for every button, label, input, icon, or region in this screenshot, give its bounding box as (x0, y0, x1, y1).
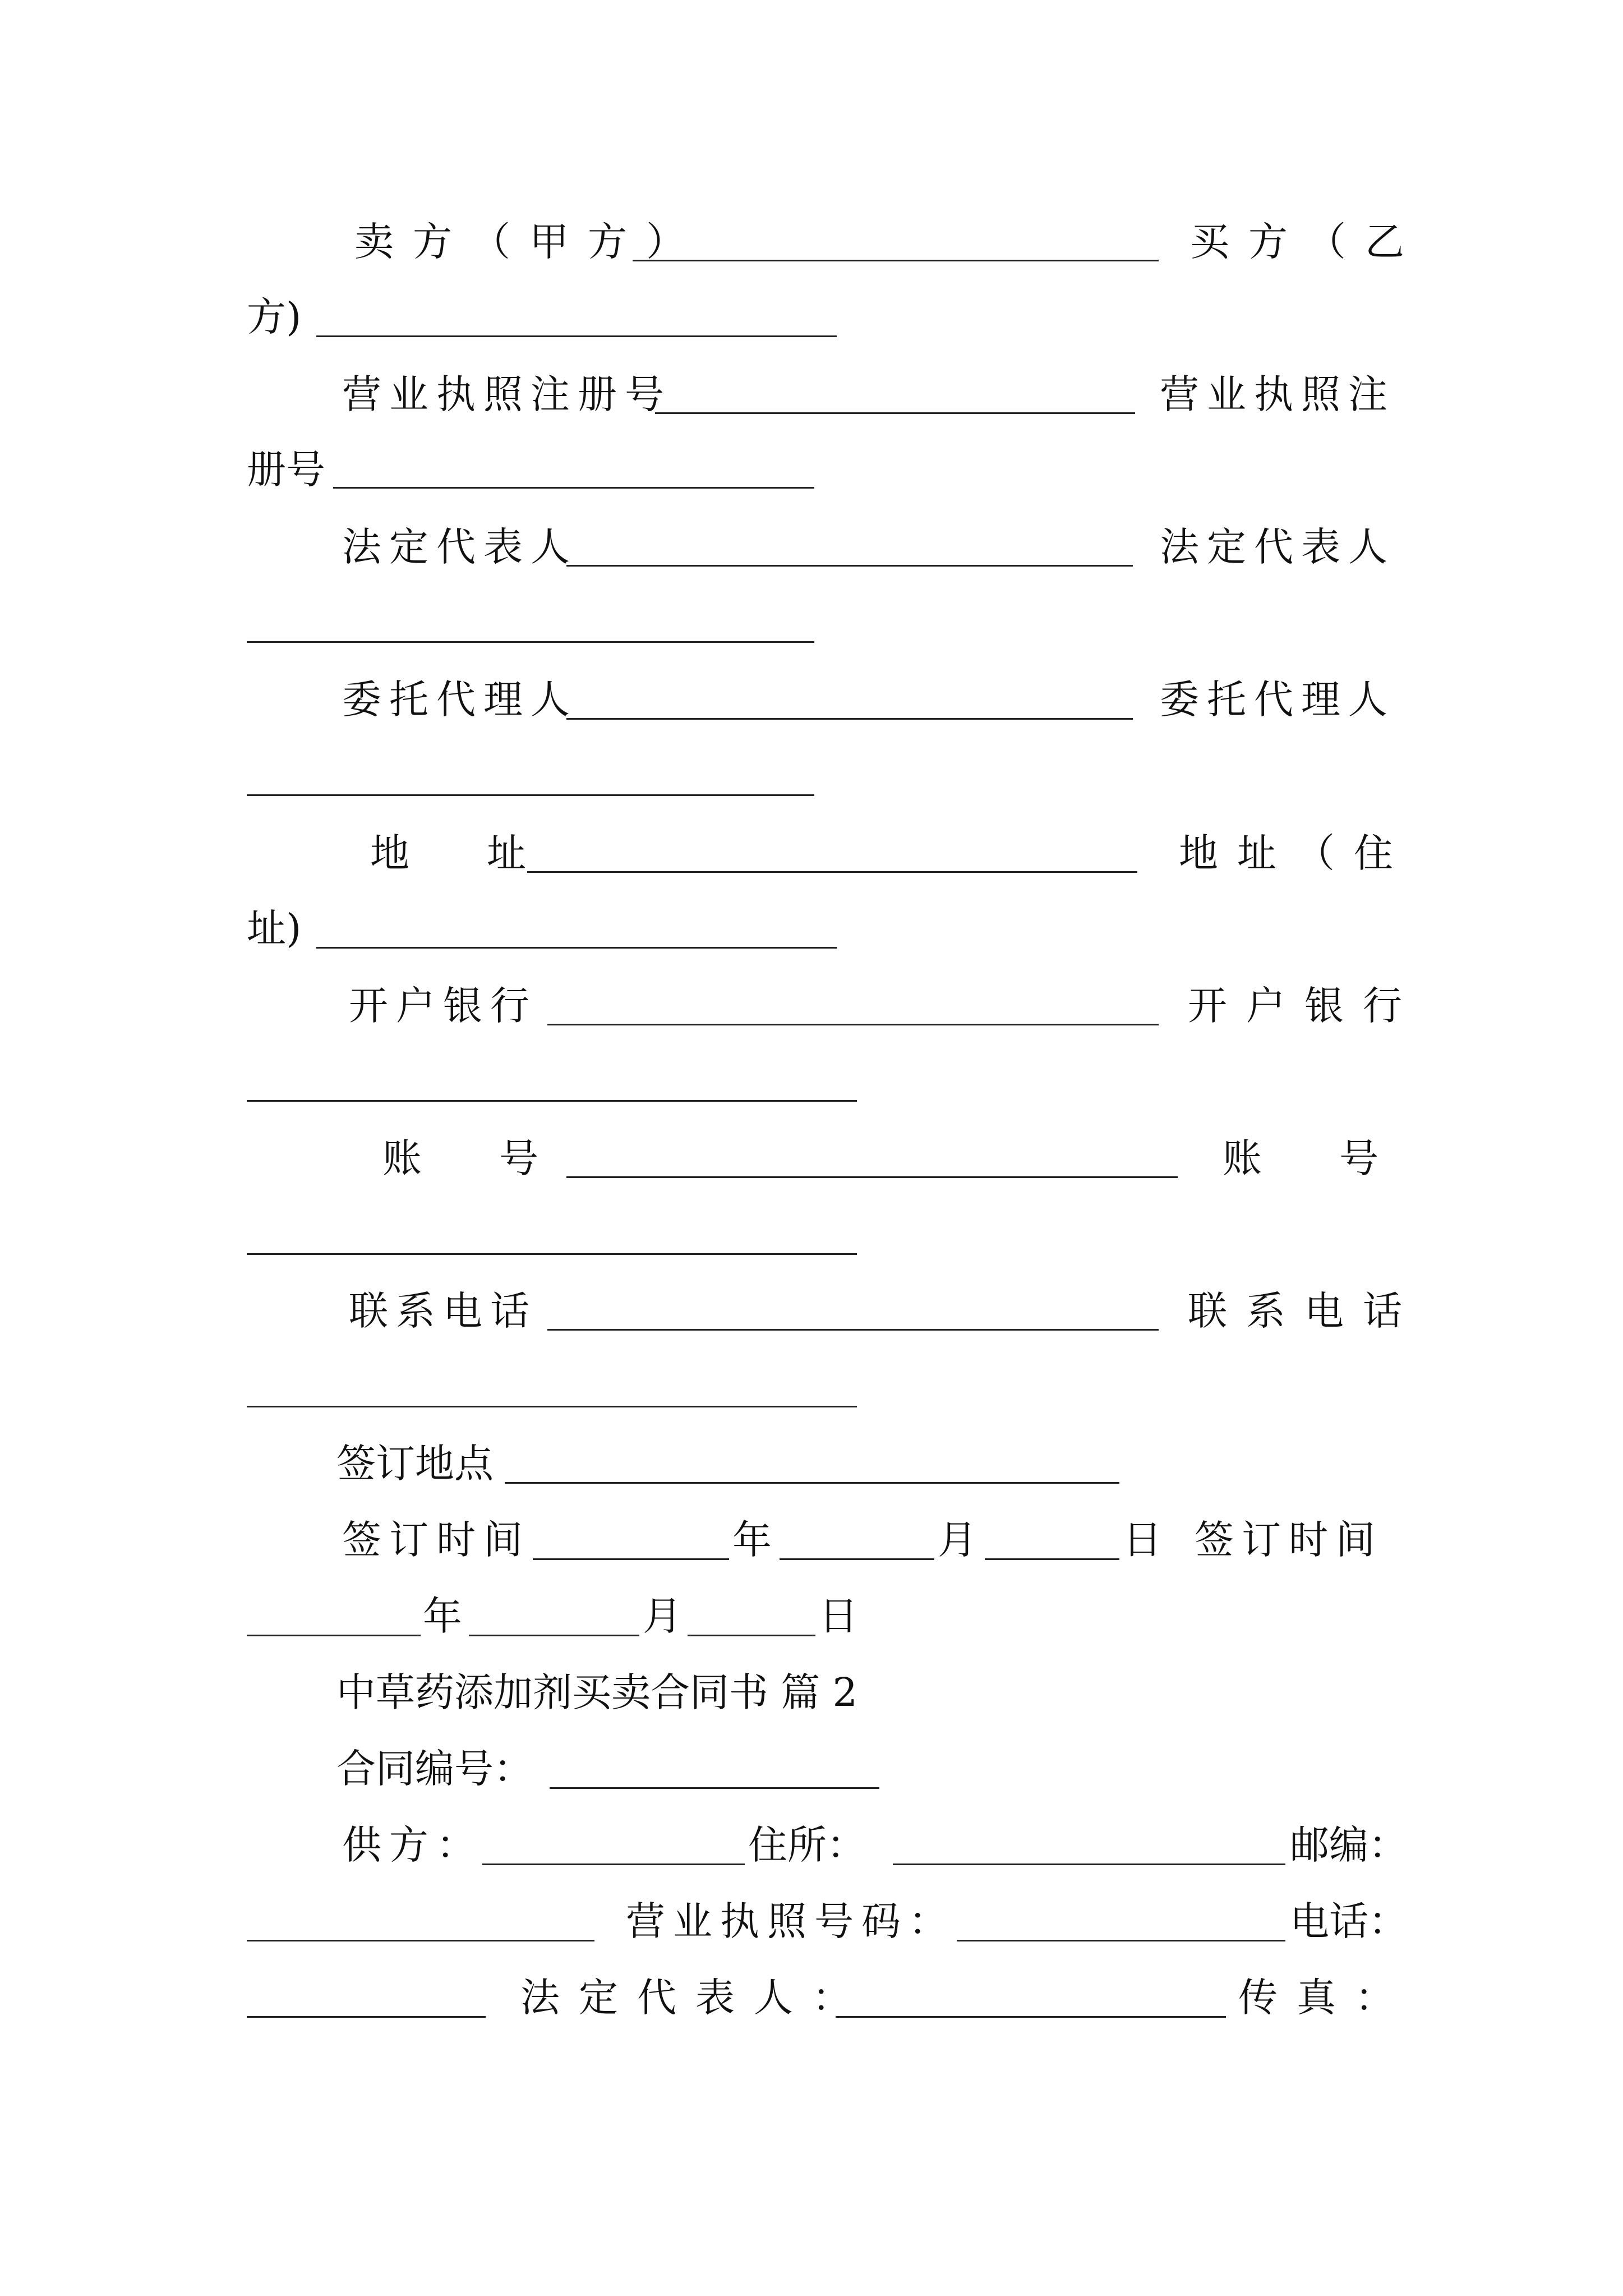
seller-name-blank[interactable] (633, 260, 1159, 261)
seller-address-label: 地 址 (370, 830, 545, 876)
seller-label: 卖方（甲方） (354, 219, 704, 265)
buyer-phone-blank[interactable] (247, 1406, 857, 1407)
telephone-blank[interactable] (247, 2016, 486, 2018)
seller-month-blank[interactable] (780, 1558, 934, 1560)
buyer-sign-time-label: 签订时间 (1195, 1517, 1383, 1563)
seller-day-blank[interactable] (985, 1558, 1119, 1560)
buyer-bank-label: 开户银行 (1188, 983, 1421, 1029)
seller-legal-rep-blank[interactable] (566, 565, 1133, 567)
seller-address-blank[interactable] (527, 871, 1137, 873)
contract-no-label: 合同编号： (336, 1746, 533, 1792)
buyer-address-label-part2: 址) (247, 905, 302, 951)
buyer-day-label: 日 (819, 1593, 858, 1639)
seller-sign-time-label: 签订时间 (342, 1517, 531, 1563)
residence-label: 住所： (748, 1822, 866, 1868)
buyer-address-label-part1: 地址（住 (1179, 830, 1412, 876)
buyer-license-label-part2: 册号 (247, 447, 325, 493)
seller-agent-label: 委托代理人 (342, 677, 578, 723)
seller-legal-rep-label: 法定代表人 (342, 524, 578, 570)
supplier-label: 供方： (342, 1822, 483, 1868)
fax-label: 传真： (1238, 1975, 1413, 2021)
buyer-legal-rep-label: 法定代表人 (1160, 524, 1395, 570)
buyer-address-blank[interactable] (316, 947, 837, 949)
seller-account-blank[interactable] (566, 1176, 1178, 1178)
seller-account-label: 账 号 (382, 1135, 557, 1181)
buyer-month-label: 月 (643, 1593, 682, 1639)
postcode-label: 邮编： (1290, 1822, 1408, 1868)
buyer-legal-rep-blank[interactable] (247, 641, 814, 643)
seller-month-label: 月 (938, 1517, 977, 1563)
residence-blank[interactable] (893, 1864, 1285, 1865)
buyer-label-part1: 买方（乙 (1190, 219, 1423, 265)
seller-year-label: 年 (732, 1517, 772, 1563)
telephone-label: 电话： (1290, 1898, 1408, 1944)
seller-license-label: 营业执照注册号 (342, 371, 672, 417)
postcode-blank[interactable] (247, 1940, 594, 1941)
seller-bank-label: 开户银行 (349, 983, 537, 1029)
buyer-name-blank[interactable] (316, 335, 837, 337)
buyer-license-label-part1: 营业执照注 (1160, 371, 1395, 417)
license-no-blank[interactable] (957, 1940, 1285, 1941)
buyer-phone-label: 联系电话 (1188, 1288, 1421, 1334)
section2-title: 中草药添加剂买卖合同书 篇 2 (336, 1669, 858, 1715)
seller-year-blank[interactable] (533, 1558, 729, 1560)
sign-place-blank[interactable] (505, 1482, 1119, 1484)
seller-bank-blank[interactable] (547, 1024, 1159, 1025)
supplier-blank[interactable] (482, 1864, 745, 1865)
license-no-label: 营业执照号码： (626, 1898, 956, 1944)
buyer-month-blank[interactable] (469, 1635, 639, 1636)
legal-rep-blank[interactable] (836, 2016, 1226, 2018)
buyer-license-blank[interactable] (333, 487, 814, 489)
buyer-year-label: 年 (423, 1593, 462, 1639)
seller-phone-label: 联系电话 (349, 1288, 537, 1334)
seller-phone-blank[interactable] (547, 1329, 1159, 1331)
seller-agent-blank[interactable] (566, 718, 1133, 720)
buyer-label-part2: 方) (247, 294, 302, 340)
buyer-year-blank[interactable] (247, 1635, 421, 1636)
legal-rep-label: 法定代表人： (520, 1975, 870, 2021)
sign-place-label: 签订地点 (336, 1441, 494, 1487)
seller-license-blank[interactable] (655, 412, 1135, 414)
buyer-account-label: 账 号 (1223, 1135, 1398, 1181)
contract-no-blank[interactable] (550, 1787, 879, 1789)
buyer-day-blank[interactable] (688, 1635, 815, 1636)
seller-day-label: 日 (1123, 1517, 1162, 1563)
buyer-agent-label: 委托代理人 (1160, 677, 1395, 723)
buyer-account-blank[interactable] (247, 1253, 857, 1255)
buyer-bank-blank[interactable] (247, 1100, 857, 1102)
buyer-agent-blank[interactable] (247, 794, 814, 796)
